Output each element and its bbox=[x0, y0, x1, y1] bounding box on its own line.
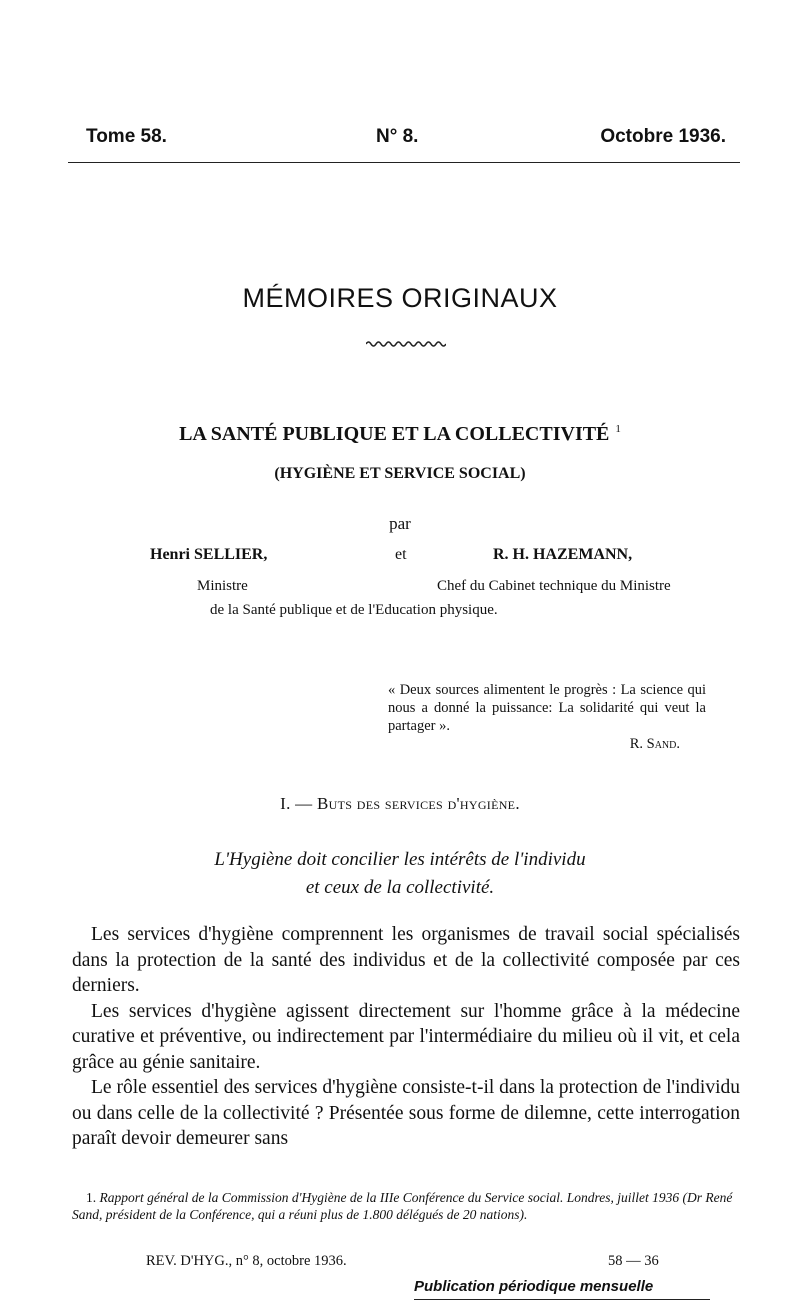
issue-date: Octobre 1936. bbox=[600, 126, 726, 147]
journal-reference: REV. D'HYG., n° 8, octobre 1936. bbox=[146, 1253, 347, 1269]
body-text bbox=[72, 922, 740, 1152]
byline-par: par bbox=[389, 514, 411, 533]
author-sellier: Henri SELLIER, bbox=[150, 546, 268, 563]
author-role-minister: Ministre bbox=[197, 578, 248, 594]
paragraph-2: Les services d'hygiène agissent directement sur l'homme grâce à la médecine curative et préventive, ou indirectement par l'intermédiaire du milieu où il vit, et cela grâce au génie sanitaire. bbox=[72, 1000, 740, 1073]
subsection-heading-line2: et ceux de la collectivité. bbox=[305, 877, 495, 898]
volume-number: Tome 58. bbox=[86, 126, 167, 147]
footnote-number: 1. bbox=[86, 1190, 97, 1205]
issue-number: N° 8. bbox=[376, 126, 419, 147]
publication-underline bbox=[414, 1299, 710, 1300]
epigraph-quote: « Deux sources alimentent le progrès : La science qui nous a donné la puissance: La solidarité qui veut la partager ». bbox=[388, 682, 706, 734]
article-subtitle: (HYGIÈNE ET SERVICE SOCIAL) bbox=[274, 465, 526, 482]
section-title: MÉMOIRES ORIGINAUX bbox=[242, 283, 558, 313]
publication-note: Publication périodique mensuelle bbox=[414, 1278, 654, 1295]
paragraph-3: Le rôle essentiel des services d'hygiène consiste-t-il dans la protection de l'individu ou dans celle de la collectivité ? Présentée sous forme de dilemne, cette interrogation paraît devoir demeurer sans bbox=[72, 1077, 740, 1149]
footnote-text: Rapport général de la Commission d'Hygiène de la IIIe Conférence du Service social. Londres, juillet 1936 (Dr René Sand, président de la Conférence, qui a réuni plus de 1.800 délégués de 20 nations). bbox=[72, 1190, 733, 1222]
ornament-divider bbox=[366, 340, 446, 348]
subsection-heading bbox=[0, 846, 800, 902]
article-title bbox=[0, 423, 800, 446]
author-conjunction: et bbox=[395, 546, 407, 563]
article-title-text: LA SANTÉ PUBLIQUE ET LA COLLECTIVITÉ bbox=[179, 423, 610, 445]
footnote bbox=[72, 1189, 752, 1223]
epigraph bbox=[388, 681, 706, 753]
authors-block bbox=[0, 544, 800, 624]
paragraph-1: Les services d'hygiène comprennent les organismes de travail social spécialisés dans la protection de la santé des individus et de la collectivité composée par ces derniers. bbox=[72, 924, 740, 996]
epigraph-signature: R. Sand. bbox=[629, 736, 680, 752]
author-role-chief: Chef du Cabinet technique du Ministre bbox=[437, 578, 671, 594]
subsection-heading-line1: L'Hygiène doit concilier les intérêts de l'individu bbox=[214, 849, 586, 870]
part-heading: I. — Buts des services d'hygiène. bbox=[280, 794, 520, 813]
header-rule bbox=[68, 162, 740, 163]
journal-header bbox=[86, 126, 726, 154]
footnote-marker: 1 bbox=[615, 423, 621, 436]
author-hazemann: R. H. HAZEMANN, bbox=[493, 546, 633, 563]
author-role-ministry: de la Santé publique et de l'Education physique. bbox=[210, 602, 498, 618]
page-number: 58 — 36 bbox=[608, 1253, 659, 1269]
